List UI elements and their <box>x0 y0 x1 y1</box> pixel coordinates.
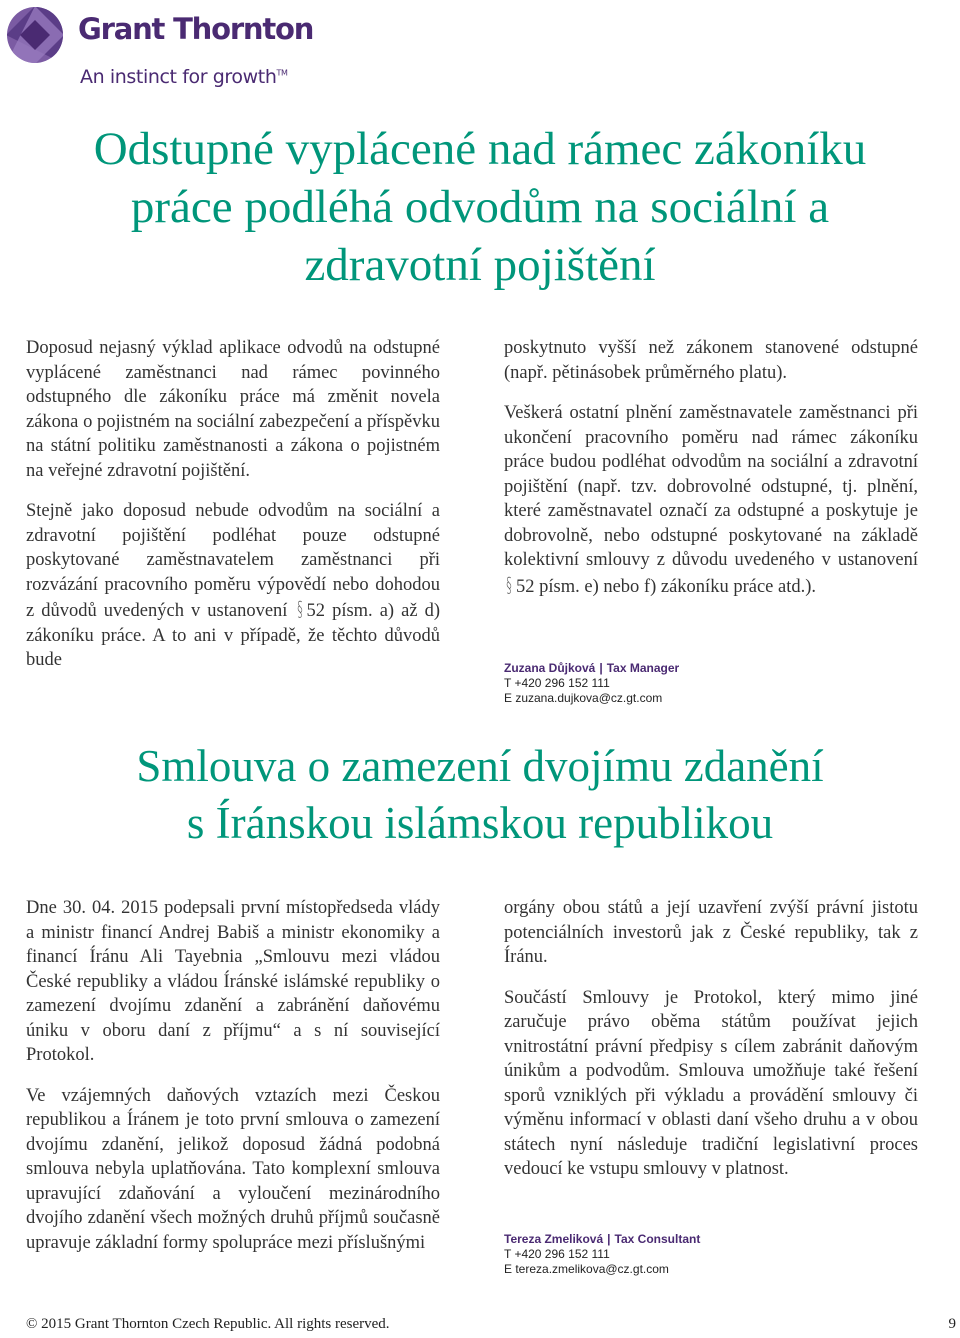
author-phone: T +420 296 152 111 <box>504 676 610 690</box>
article1-author-contact: Zuzana Důjková | Tax Manager T +420 296 152 111 E zuzana.dujkova@cz.gt.com <box>504 661 680 705</box>
article1-paragraph: Stejně jako doposud nebude odvodům na sociální a zdravotní pojištění podléhat pouze odstupné poskytované zaměstnavatelem zaměstnanci při rozvázání pracovního poměru výpovědí nebo dohodou z důvodů uvedených v ustanovení § 52 písm. a) až d) zákoníku práce. A to ani v případě, že těchto důvodů bude <box>26 501 441 670</box>
page-footer <box>26 1316 956 1333</box>
copyright-text: © 2015 Grant Thornton Czech Republic. All rights reserved. <box>26 1316 390 1332</box>
author-name: Zuzana Důjková <box>504 661 596 675</box>
article2-author-contact: Tereza Zmeliková | Tax Consultant T +420 296 152 111 E tereza.zmelikova@cz.gt.com <box>504 1232 701 1276</box>
article2-paragraph: Součástí Smlouvy je Protokol, který mimo jiné zaručuje právo oběma státům používat jejich vnitrostátní právní předpisy s cílem zabránit daňovým únikům a podvodům. Smlouva umožňuje také řešení sporů vzniklých při výkladu a provádění smlouvy či výměnu informací v oblasti daní všeho druhu a v obou státech nyní následuje tradiční legislativní proces vedoucí ke vstupu smlouvy v platnost. <box>504 987 918 1179</box>
author-email[interactable]: E zuzana.dujkova@cz.gt.com <box>504 691 663 705</box>
author-role: Tax Manager <box>606 661 680 675</box>
article1-paragraph: Veškerá ostatní plnění zaměstnavatele zaměstnanci při ukončení pracovního poměru nad rámec zákoníku práce budou podléhat odvodům na sociální a zdravotní pojištění (např. tzv. dobrovolné odstupné, tj. plnění, které zaměstnavatel označí za odstupné a poskytuje je dobrovolně, nebo odstupné poskytované na základě kolektivní smlouvy z důvodu uvedeného v ustanovení § 52 písm. e) nebo f) zákoníku práce atd.). <box>504 403 918 597</box>
article2-paragraph: Dne 30. 04. 2015 podepsali první místopředseda vlády a ministr financí Andrej Babiš a ministr ekonomiky a financí Íránu Ali Tayebnia „Smlouvu mezi vládou České republiky a vládou Íránské islámské republiky o zamezení dvojímu zdanění a zabránění daňovému úniku v oboru daní z příjmu“ a s ní související Protokol. <box>26 898 440 1065</box>
page-number: 9 <box>948 1316 956 1332</box>
article1-paragraph: poskytnuto vyšší než zákonem stanovené odstupné (např. pětinásobek průměrného platu). <box>504 338 918 383</box>
section-sign-icon: § <box>296 597 303 621</box>
grant-thornton-logo-mark-icon <box>6 6 64 64</box>
author-email[interactable]: E tereza.zmelikova@cz.gt.com <box>504 1262 669 1276</box>
article1-headline: Odstupné vyplácené nad rámec zákoníku práce podléhá odvodům na sociální a zdravotní pojištění <box>93 123 867 291</box>
article1-right-column <box>504 336 918 615</box>
author-name: Tereza Zmeliková <box>504 1232 604 1246</box>
article1-paragraph: Doposud nejasný výklad aplikace odvodů na odstupné vyplácené zaměstnanci nad rámec povinného odstupného dle zákoníku práce má změnit novela zákona o pojistném na sociální zabezpečení a příspěvku na státní politiku zaměstnanosti a zákona o pojistném na veřejné zdravotní pojištění. <box>26 338 440 481</box>
logo-wordmark: Grant Thornton <box>78 12 314 46</box>
section-sign-icon: § <box>506 572 512 597</box>
author-role: Tax Consultant <box>614 1232 701 1246</box>
article2-right-column <box>504 896 918 1198</box>
article1-left-column <box>26 336 440 689</box>
article2-paragraph: orgány obou států a její uzavření zvýší právní jistotu potenciálních investorů jak z České republiky, tak z Íránu. <box>504 898 918 967</box>
article2-paragraph: Ve vzájemných daňových vztazích mezi Českou republikou a Íránem je toto první smlouva o zamezení dvojímu zdanění, jelikož doposud žádná podobná smlouva nebyla uplatňována. Tato komplexní smlouva upravující zdaňování a vyloučení mezinárodního dvojího zdanění všech možných druhů příjmů současně upravuje základní formy spolupráce mezi příslušnými <box>26 1085 440 1253</box>
logo-tagline: An instinct for growth™ <box>80 66 288 88</box>
author-phone: T +420 296 152 111 <box>504 1247 610 1261</box>
grant-thornton-logo <box>6 4 314 96</box>
article2-headline: Smlouva o zamezení dvojímu zdanění s Íránskou islámskou republikou <box>136 741 824 848</box>
article2-left-column <box>26 896 440 1271</box>
